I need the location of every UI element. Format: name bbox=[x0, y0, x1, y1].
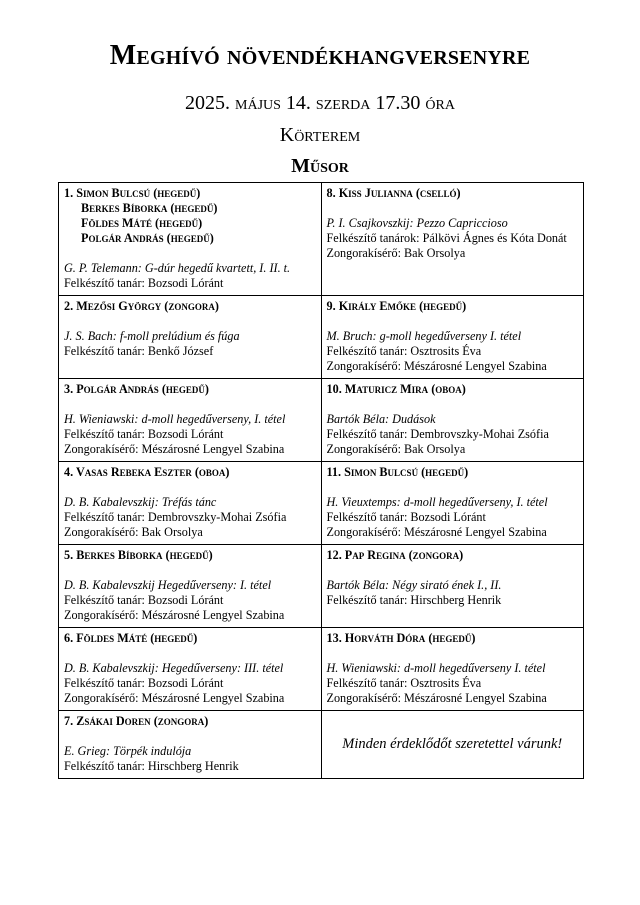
spacer bbox=[64, 563, 316, 578]
teacher-line: Felkészítő tanár: Bozsodi Lóránt bbox=[64, 593, 224, 607]
teacher-line: Zongorakísérő: Mészárosné Lengyel Szabina bbox=[326, 525, 547, 539]
performer-name: 7. Zsákai Doren (zongora) bbox=[64, 714, 209, 728]
teacher-line: Felkészítő tanár: Hirschberg Henrik bbox=[64, 759, 239, 773]
piece-title: D. B. Kabalevszkij: Hegedűverseny: III. tétel bbox=[64, 661, 284, 675]
spacer bbox=[327, 314, 579, 329]
teacher-line: Felkészítő tanár: Bozsodi Lóránt bbox=[326, 510, 486, 524]
piece-title: H. Vieuxtemps: d-moll hegedűverseny, I. tétel bbox=[326, 495, 548, 509]
spacer bbox=[327, 397, 579, 412]
piece-title: J. S. Bach: f-moll prelúdium és fúga bbox=[64, 329, 240, 343]
performer-name: 9. Király Emőke (hegedű) bbox=[326, 299, 467, 313]
spacer bbox=[327, 480, 579, 495]
performer-name: 11. Simon Bulcsú (hegedű) bbox=[326, 465, 469, 479]
piece-title: Bartók Béla: Négy sirató ének I., II. bbox=[326, 578, 502, 592]
program-cell bbox=[321, 379, 584, 462]
performer-name: 3. Polgár András (hegedű) bbox=[64, 382, 209, 396]
teacher-line: Felkészítő tanár: Hirschberg Henrik bbox=[326, 593, 502, 607]
piece-title: M. Bruch: g-moll hegedűverseny I. tétel bbox=[326, 329, 522, 343]
spacer bbox=[327, 646, 579, 661]
spacer bbox=[64, 314, 316, 329]
program-row bbox=[59, 379, 584, 462]
program-cell bbox=[59, 462, 322, 545]
program-row bbox=[59, 462, 584, 545]
spacer bbox=[64, 480, 316, 495]
piece-title: D. B. Kabalevszkij Hegedűverseny: I. tétel bbox=[64, 578, 272, 592]
teacher-line: Zongorakísérő: Mészárosné Lengyel Szabina bbox=[64, 608, 285, 622]
program-cell bbox=[321, 296, 584, 379]
closing-message: Minden érdeklődőt szeretettel várunk! bbox=[342, 735, 563, 752]
spacer bbox=[327, 563, 579, 578]
program-table bbox=[58, 182, 584, 779]
performer-name: 12. Pap Regina (zongora) bbox=[326, 548, 464, 562]
performer-name: Földes Máté (hegedű) bbox=[81, 216, 203, 230]
teacher-line: Felkészítő tanár: Osztrosits Éva bbox=[326, 676, 482, 690]
piece-title: Bartók Béla: Dudások bbox=[326, 412, 436, 426]
program-heading: Műsor bbox=[291, 155, 349, 177]
piece-title: P. I. Csajkovszkij: Pezzo Capriccioso bbox=[326, 216, 508, 230]
performer-name: 1. Simon Bulcsú (hegedű) bbox=[64, 186, 201, 200]
teacher-line: Felkészítő tanár: Dembrovszky-Mohai Zsófia bbox=[326, 427, 549, 441]
concert-venue: Körterem bbox=[279, 124, 361, 146]
performer-name: 4. Vasas Rebeka Eszter (oboa) bbox=[64, 465, 230, 479]
performer-name: 2. Mezősi György (zongora) bbox=[64, 299, 219, 313]
teacher-line: Zongorakísérő: Mészárosné Lengyel Szabina bbox=[326, 359, 547, 373]
concert-date: 2025. május 14. szerda 17.30 óra bbox=[185, 92, 455, 114]
performer-name: 6. Földes Máté (hegedű) bbox=[64, 631, 198, 645]
piece-title: H. Wieniawski: d-moll hegedűverseny, I. tétel bbox=[64, 412, 286, 426]
program-cell bbox=[321, 183, 584, 296]
program-cell bbox=[59, 711, 322, 779]
performer-name: 8. Kiss Julianna (cselló) bbox=[326, 186, 461, 200]
program-cell bbox=[59, 628, 322, 711]
program-cell bbox=[321, 628, 584, 711]
program-row bbox=[59, 628, 584, 711]
spacer bbox=[64, 246, 316, 261]
program-row bbox=[59, 711, 584, 779]
performer-name: 13. Horváth Dóra (hegedű) bbox=[326, 631, 476, 645]
teacher-line: Zongorakísérő: Mészárosné Lengyel Szabina bbox=[326, 691, 547, 705]
piece-title: G. P. Telemann: G-dúr hegedű kvartett, I. II. t. bbox=[64, 261, 291, 275]
piece-title: H. Wieniawski: d-moll hegedűverseny I. tétel bbox=[326, 661, 546, 675]
teacher-line: Zongorakísérő: Mészárosné Lengyel Szabina bbox=[64, 442, 285, 456]
performer-name: Polgár András (hegedű) bbox=[81, 231, 214, 245]
piece-title: D. B. Kabalevszkij: Tréfás tánc bbox=[64, 495, 217, 509]
teacher-line: Felkészítő tanár: Osztrosits Éva bbox=[326, 344, 482, 358]
teacher-line: Felkészítő tanár: Bozsodi Lóránt bbox=[64, 676, 224, 690]
teacher-line: Zongorakísérő: Bak Orsolya bbox=[326, 246, 466, 260]
program-cell bbox=[59, 379, 322, 462]
spacer bbox=[327, 201, 579, 216]
program-cell bbox=[321, 545, 584, 628]
program-cell bbox=[59, 296, 322, 379]
performer-name: 10. Maturicz Mira (oboa) bbox=[326, 382, 466, 396]
spacer bbox=[64, 646, 316, 661]
invitation-title: Meghívó növendékhangversenyre bbox=[109, 40, 531, 71]
spacer bbox=[64, 397, 316, 412]
program-row bbox=[59, 545, 584, 628]
program-row bbox=[59, 183, 584, 296]
performer-name: 5. Berkes Bíborka (hegedű) bbox=[64, 548, 213, 562]
teacher-line: Felkészítő tanár: Bozsodi Lóránt bbox=[64, 276, 224, 290]
teacher-line: Felkészítő tanár: Dembrovszky-Mohai Zsófia bbox=[64, 510, 287, 524]
program-cell bbox=[321, 462, 584, 545]
performer-name: Berkes Bíborka (hegedű) bbox=[81, 201, 218, 215]
program-cell bbox=[59, 183, 322, 296]
teacher-line: Felkészítő tanár: Benkő József bbox=[64, 344, 214, 358]
teacher-line: Felkészítő tanárok: Pálkövi Ágnes és Kóta Donát bbox=[326, 231, 567, 245]
teacher-line: Zongorakísérő: Bak Orsolya bbox=[64, 525, 203, 539]
teacher-line: Felkészítő tanár: Bozsodi Lóránt bbox=[64, 427, 224, 441]
teacher-line: Zongorakísérő: Bak Orsolya bbox=[326, 442, 466, 456]
spacer bbox=[64, 729, 316, 744]
piece-title: E. Grieg: Törpék indulója bbox=[64, 744, 192, 758]
teacher-line: Zongorakísérő: Mészárosné Lengyel Szabina bbox=[64, 691, 285, 705]
closing-cell bbox=[321, 711, 584, 779]
program-row bbox=[59, 296, 584, 379]
program-cell bbox=[59, 545, 322, 628]
